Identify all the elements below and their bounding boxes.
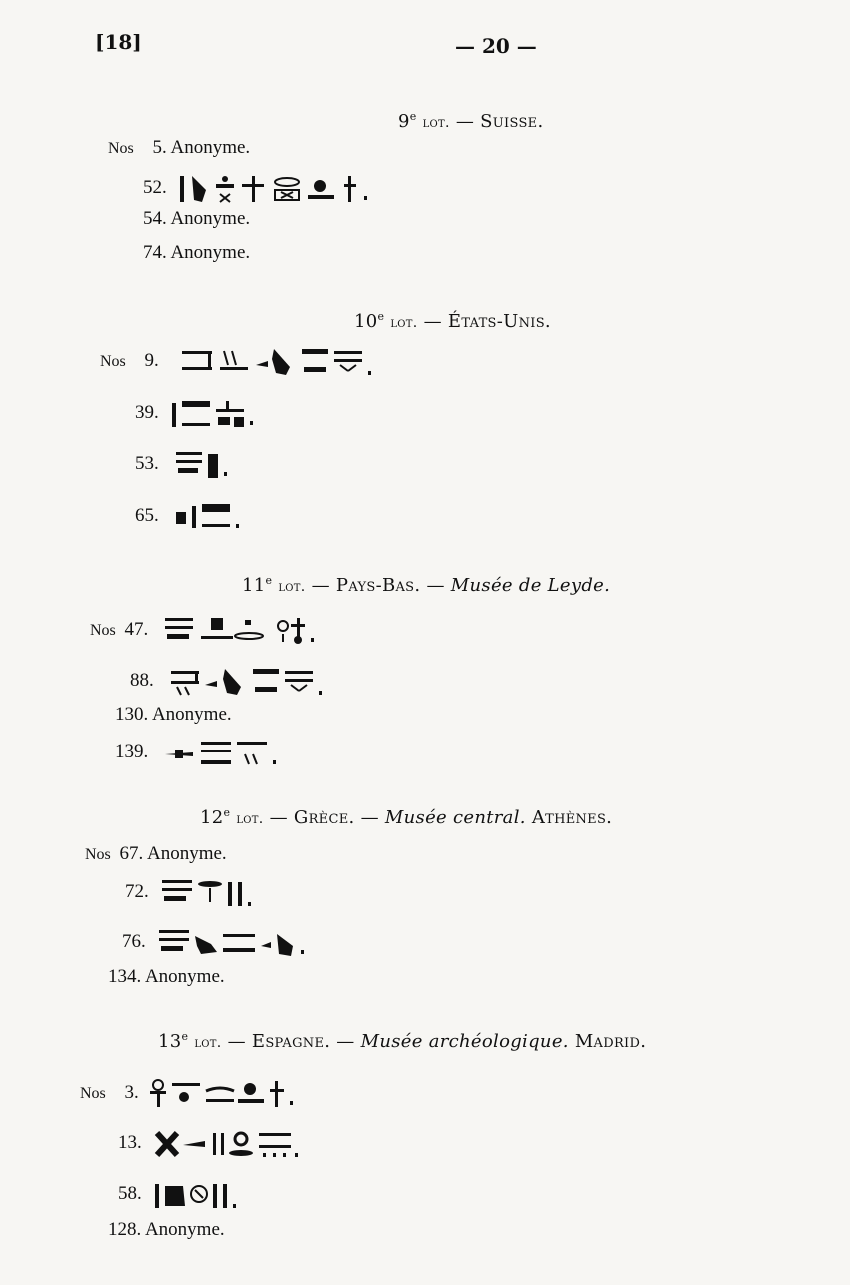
- hieroglyph-icon: [151, 926, 351, 960]
- hieroglyph-icon: [153, 736, 353, 770]
- country-name: Suisse.: [480, 111, 544, 132]
- list-item: 54. Anonyme.: [143, 208, 251, 229]
- hieroglyph-icon: [164, 345, 414, 379]
- list-item: 39.: [135, 397, 294, 431]
- section-title: 10e lot. — États-Unis.: [354, 310, 551, 332]
- list-item: Nos 67. Anonyme.: [85, 843, 227, 864]
- country-name: États-Unis.: [447, 311, 551, 332]
- hieroglyph-icon: [147, 1178, 327, 1212]
- list-item: 58.: [118, 1178, 327, 1212]
- city-name: Madrid.: [574, 1031, 647, 1052]
- city-name: Athènes.: [531, 807, 613, 828]
- list-item: 74. Anonyme.: [143, 242, 251, 263]
- list-item: Nos 5. Anonyme.: [108, 137, 251, 158]
- country-name: Espagne.: [251, 1031, 331, 1052]
- page-number: — 20 —: [455, 34, 537, 58]
- museum-name: Musée de Leyde.: [450, 575, 611, 596]
- list-item: 139.: [115, 736, 353, 770]
- list-item: 88.: [130, 665, 399, 699]
- list-item: 128. Anonyme.: [108, 1219, 225, 1240]
- section-title: 11e lot. — Pays-Bas. — Musée de Leyde.: [242, 574, 611, 596]
- list-item: Nos 9.: [100, 345, 414, 379]
- list-item: 52.: [143, 172, 412, 206]
- list-item: 13.: [118, 1127, 367, 1161]
- country-name: Grèce.: [293, 807, 355, 828]
- section-title: 9e lot. — Suisse.: [398, 110, 544, 132]
- museum-name: Musée archéologique.: [360, 1031, 569, 1052]
- hieroglyph-icon: [144, 1077, 364, 1111]
- hieroglyph-icon: [164, 397, 294, 431]
- list-item: 76.: [122, 926, 351, 960]
- list-item: 134. Anonyme.: [108, 966, 225, 987]
- hieroglyph-icon: [147, 1127, 367, 1161]
- hieroglyph-icon: [164, 448, 274, 482]
- hieroglyph-icon: [154, 876, 294, 910]
- hieroglyph-icon: [172, 172, 412, 206]
- country-name: Pays-Bas.: [335, 575, 421, 596]
- hieroglyph-icon: [159, 665, 399, 699]
- bracket-page-number: [18]: [95, 30, 142, 54]
- list-item: 72.: [125, 876, 294, 910]
- hieroglyph-icon: [153, 614, 383, 648]
- museum-name: Musée central.: [384, 807, 526, 828]
- section-title: 13e lot. — Espagne. — Musée archéologique. Madrid.: [158, 1030, 647, 1052]
- list-item: 53.: [135, 448, 274, 482]
- list-item: 65.: [135, 500, 274, 534]
- list-item: Nos 3.: [80, 1077, 364, 1111]
- section-title: 12e lot. — Grèce. — Musée central. Athènes.: [200, 806, 613, 828]
- list-item: 130. Anonyme.: [115, 704, 232, 725]
- hieroglyph-icon: [164, 500, 274, 534]
- list-item: Nos 47.: [90, 614, 383, 648]
